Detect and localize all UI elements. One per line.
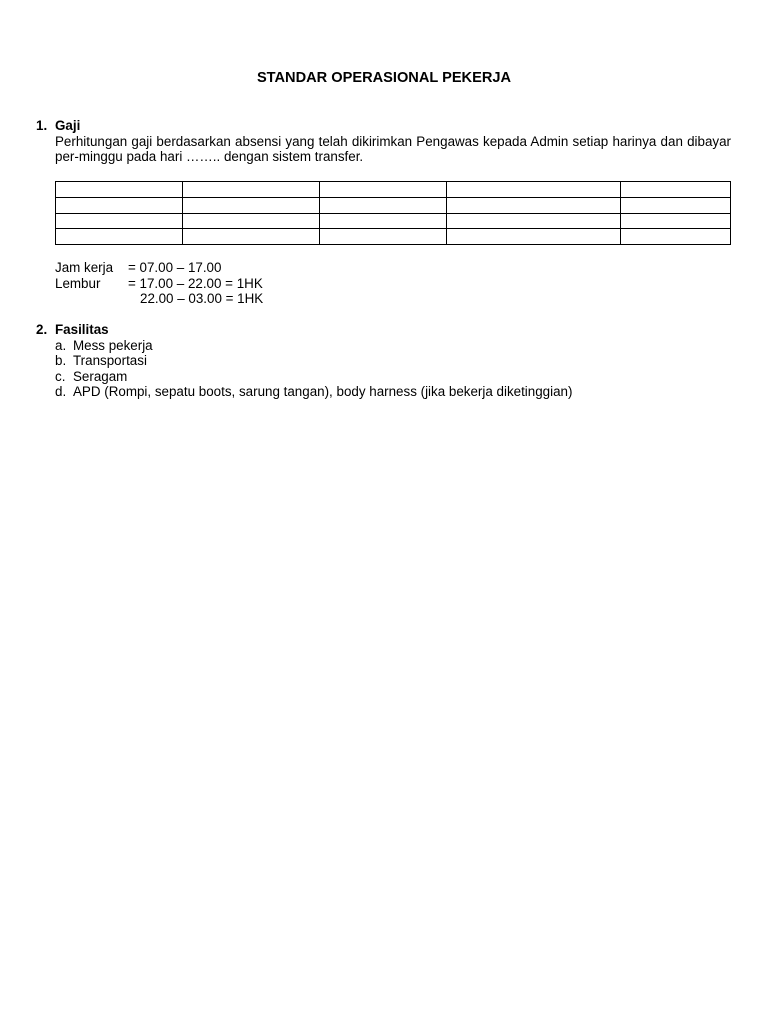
lembur-value: 22.00 – 03.00 = 1HK xyxy=(140,291,264,306)
table-cell xyxy=(56,182,183,198)
lembur-label: Lembur xyxy=(55,275,101,291)
section-number: 2. xyxy=(36,322,48,337)
list-text: Mess pekerja xyxy=(73,337,153,353)
section-gaji xyxy=(36,118,731,165)
table-cell xyxy=(447,213,621,229)
table-row xyxy=(56,197,731,213)
table-cell xyxy=(320,197,447,213)
jam-kerja-value: = 07.00 – 17.00 xyxy=(128,260,222,275)
document-title: STANDAR OPERASIONAL PEKERJA xyxy=(256,70,512,86)
list-letter: b. xyxy=(55,353,67,368)
lembur-row-2 xyxy=(55,291,455,307)
section-title: Gaji xyxy=(55,118,81,133)
section-title: Fasilitas xyxy=(55,322,109,337)
list-item xyxy=(55,338,731,354)
working-hours xyxy=(55,260,455,307)
table-cell xyxy=(56,213,183,229)
table-row xyxy=(56,229,731,245)
list-text: Transportasi xyxy=(73,353,147,368)
table-cell xyxy=(621,197,731,213)
table-cell xyxy=(447,229,621,245)
section-gaji-heading xyxy=(36,118,731,134)
section-fasilitas-heading xyxy=(36,322,731,338)
salary-table xyxy=(55,181,731,245)
facility-list xyxy=(55,338,731,400)
list-item xyxy=(55,369,731,385)
table-cell xyxy=(447,182,621,198)
table-cell xyxy=(320,213,447,229)
lembur-row xyxy=(55,276,455,292)
table-cell xyxy=(621,182,731,198)
salary-description: Perhitungan gaji berdasarkan absensi yang telah dikirimkan Pengawas kepada Admin setiap harinya dan dibayar per-minggu pada hari …….. dengan sistem transfer. xyxy=(55,133,731,164)
table-cell xyxy=(56,229,183,245)
table-cell xyxy=(183,182,320,198)
table-row xyxy=(56,182,731,198)
table-cell xyxy=(56,197,183,213)
table-row xyxy=(56,213,731,229)
table-cell xyxy=(621,229,731,245)
jam-kerja-label: Jam kerja xyxy=(55,260,114,275)
list-item xyxy=(55,384,731,400)
table-cell xyxy=(183,213,320,229)
table-cell xyxy=(621,213,731,229)
table-cell xyxy=(320,182,447,198)
table-cell xyxy=(183,229,320,245)
section-number: 1. xyxy=(36,118,48,133)
list-letter: c. xyxy=(55,368,66,384)
jam-kerja-row xyxy=(55,260,455,276)
section-fasilitas xyxy=(36,322,731,400)
list-text: APD (Rompi, sepatu boots, sarung tangan), body harness (jika bekerja diketinggian) xyxy=(73,384,573,399)
lembur-value: = 17.00 – 22.00 = 1HK xyxy=(128,275,263,291)
list-letter: a. xyxy=(55,337,67,353)
table-cell xyxy=(447,197,621,213)
table-cell xyxy=(183,197,320,213)
list-letter: d. xyxy=(55,384,67,399)
list-item xyxy=(55,353,731,369)
list-text: Seragam xyxy=(73,368,128,384)
table-cell xyxy=(320,229,447,245)
